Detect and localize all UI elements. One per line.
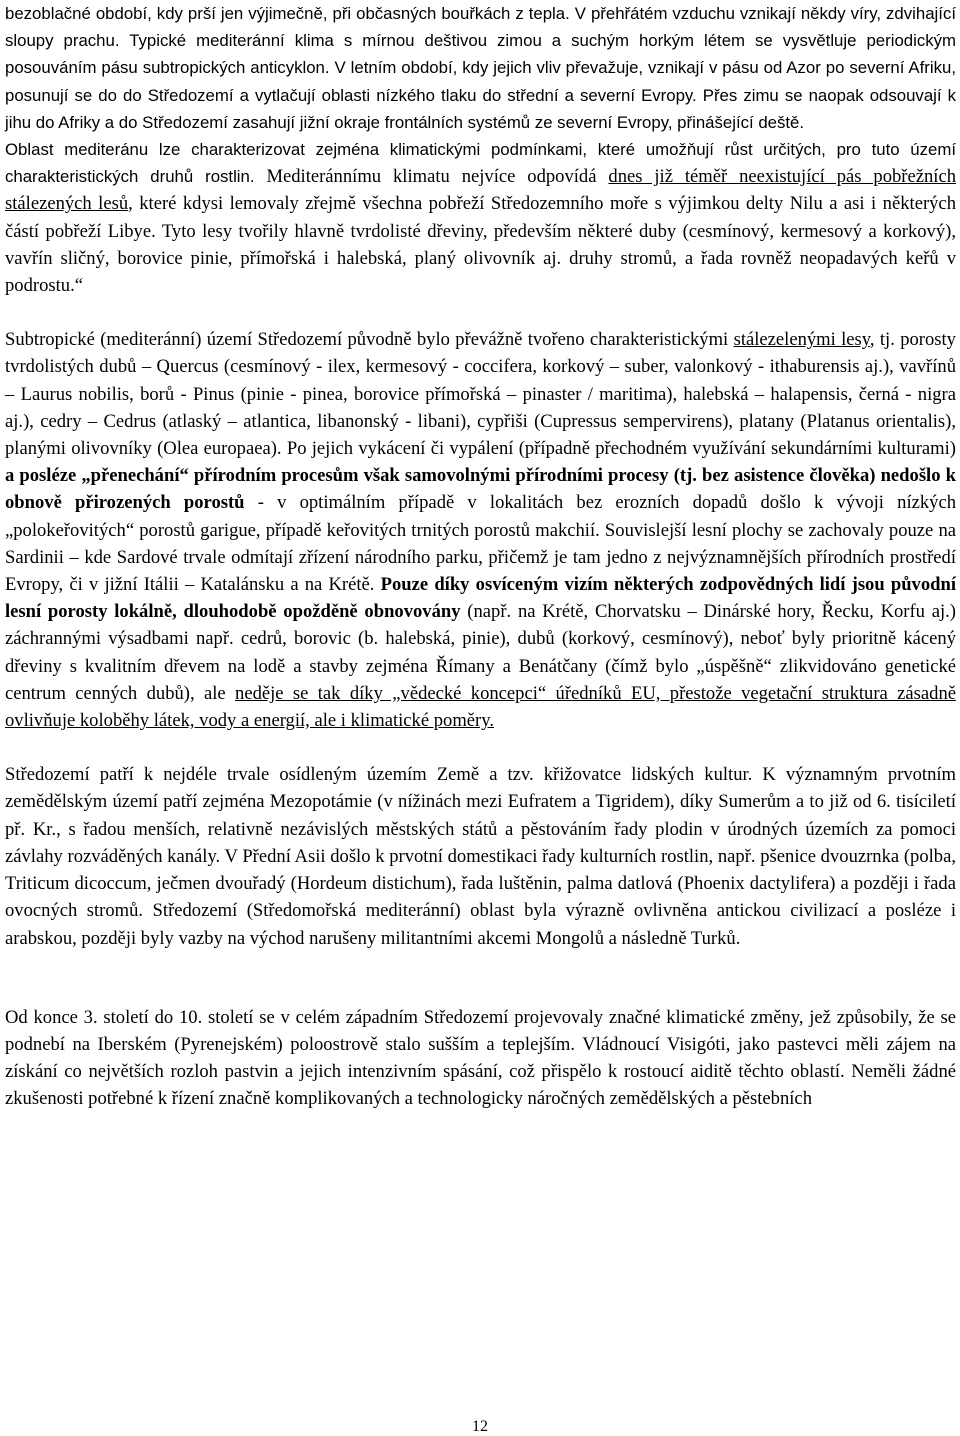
paragraph-mediterranean-forests xyxy=(5,136,956,299)
sentence-species-list: , tj. porosty tvrdolistých dubů – Quercus (cesmínový - ilex, kermesový - coccifera, korkový – suber, valonkový - ithaburensis aj.), vavřínů – Laurus nobilis, borů - Pinus (pinie - pinea, borovice přímořská – pinaster / maritima), halebská – halapensis, černá - nigra aj.), cedry – Cedrus (atlaský – atlantica, libanonský - libani), cypřiši (Cupressus sempervirens), platany (Platanus orientalis), planými olivovníky (Olea europaea). Po jejich vykácení či vypálení (případně přechodném využívání sekundárními kulturami) xyxy=(5,329,956,460)
document-page xyxy=(5,0,956,1113)
sentence-replanting: (např. na Krétě, Chorvatsku – Dinárské hory, Řecku, Korfu aj.) záchrannými výsadbami např. cedrů, borovic (b. halebská, pinie), dubů (korkový, cesmínový), neboť byly prioritně kácený dřeviny s kvalitním dřevem na lodě a stavby zejména Římany a Benátčany (čímž bylo „úspěšně“ zlikvidováno genetické centrum cenných dubů), ale xyxy=(5,601,957,704)
paragraph-climate-text: bezoblačné období, kdy prší jen výjimečně, při občasných bouřkách z tepla. V přehřátém vzduchu vznikají někdy víry, zdvihající sloupy prachu. Typické mediteránní klima s mírnou deštivou zimou a suchým horkým létem se vysvětluje periodickým posouváním pásu subtropických anticyklon. V letním období, kdy jejich vliv převažuje, vznikají v pásu od Azor po severní Afriku, posunují se do do Středozemí a vytlačují oblasti nízkého tlaku do střední a severní Evropy. Přes zimu se naopak odsouvají k jihu do Afriky a do Středozemí zasahují jižní okraje frontálních systémů ze severní Evropy, přinášející deště. xyxy=(5,4,956,132)
sentence-climate-fit: Mediteránnímu klimatu nejvíce odpovídá xyxy=(254,166,609,188)
paragraph-climate-change-iberia xyxy=(5,1004,956,1113)
bold-natural-processes: a posléze „přenechání“ přírodním procesům však samovolnými přírodními procesy (tj. bez asistence člověka) nedošlo k obnově přirozených porostů xyxy=(5,465,956,514)
sentence-forest-composition: , které kdysi lemovaly zřejmě všechna pobřeží Středozemního moře s výjimkou delty Nilu a asi i některých částí pobřeží Libye. Tyto lesy tvořily hlavně tvrdolisté dřeviny, především některé duby (cesmínový, kermesový a korkový), vavřín sličný, borovice pinie, přímořská i halebská, planý olivovník aj. druhy stromů, a řada rovněž neopadavých keřů v podrostu.“ xyxy=(5,193,956,297)
sentence-characterization: Oblast mediteránu lze charakterizovat zejména klimatickými podmínkami, které umožňují růst určitých, pro tuto území charakteristických druhů rostlin. xyxy=(5,140,956,187)
underlined-coastal-forests: dnes již téměř neexistující pás pobřežních stálezených lesů xyxy=(5,166,956,215)
paragraph-gap xyxy=(5,299,956,326)
sentence-garigue-makchie: - v optimálním případě v lokalitách bez erozních dopadů došlo k vývoji nízkých „polokeřovitých“ porostů garigue, případě keřovitých trnitých porostů makchií. Souvislejší lesní plochy se zachovaly pouze na Sardinii – kde Sardové trvale odmítají zřízení národního parku, přičemž je tam jedno z nejvýznamnějších přírodních prostředí Evropy, či v jižní Itálii – Katalánsku a na Krétě. xyxy=(5,492,957,596)
page-number: 12 xyxy=(472,1418,488,1435)
paragraph-gap xyxy=(5,734,956,761)
paragraph-settlement-text: Středozemí patří k nejdéle trvale osídleným územím Země a tzv. křižovatce lidských kultur. K významným prvotním zemědělským území patří zejména Mezopotámie (v nížinách mezi Eufratem a Tigridem), díky Sumerům a to již od 6. tisíciletí př. Kr., s řadou menších, relativně nezávislých městských států a pěstováním řady plodin v úrodných územích za pomoci závlahy rozváděných kanály. V Přední Asii došlo k prvotní domestikaci řady kulturních rostlin, např. pšenice dvouzrnka (polba, Triticum dicoccum, ječmen dvouřadý (Hordeum distichum), řada luštěnin, palma datlová (Phoenix dactylifera) a později i řada ovocných stromů. Středozemí (Středomořská mediteránní) oblast byla výrazně ovlivněna antickou civilizací a posléze i arabskou, později byly vazby na východ narušeny militantními akcemi Mongolů a následně Turků. xyxy=(5,764,956,949)
underlined-eu-concept: neděje se tak díky „vědecké koncepci“ úředníků EU, přestože vegetační struktura zásadně ovlivňuje koloběhy látek, vody a energií, ale i klimatické poměry. xyxy=(5,682,956,732)
paragraph-climate xyxy=(5,0,956,136)
paragraph-iberia-text: Od konce 3. století do 10. století se v celém západním Středozemí projevovaly značné klimatické změny, jež způsobily, že se podnebí na Iberském (Pyrenejském) poloostrově stalo sušším a teplejším. Vládnoucí Visigóti, jako pastevci měli zájem na získání co největších rozloh pastvin a jejich intenzivním spásání, což přispělo k rostoucí aiditě těchto oblastí. Neměli žádné zkušenosti potřebné k řízení značně komplikovaných a technologicky náročných zemědělských a pěstebních xyxy=(5,1006,956,1110)
paragraph-settlement-history xyxy=(5,761,956,951)
paragraph-gap xyxy=(5,952,956,1004)
sentence-subtropical-intro: Subtropické (mediteránní) území Středozemí původně bylo převážně tvořeno charakteristickými xyxy=(5,329,734,351)
paragraph-subtropical-forests xyxy=(5,326,956,734)
bold-restoration: Pouze díky osvíceným vizím některých zodpovědných lidí jsou původní lesní porosty lokálně, dlouhodobě opožděně obnovovány xyxy=(5,574,957,623)
underlined-evergreen-forests: stálezelenými lesy xyxy=(733,329,870,351)
